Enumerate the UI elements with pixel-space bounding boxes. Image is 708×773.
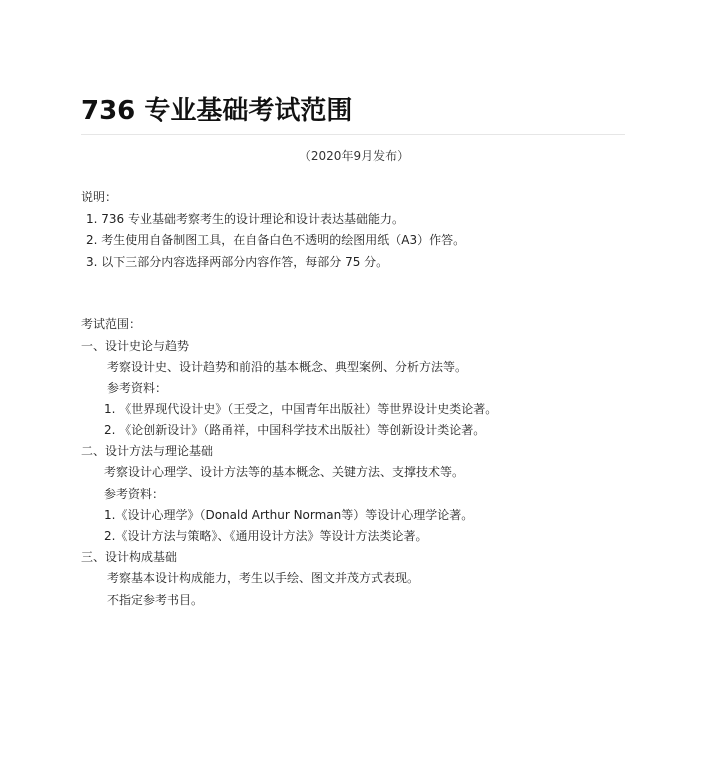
reference-item: 2.《设计方法与策略》、《通用设计方法》等设计方法类论著。 (104, 529, 428, 543)
section-title: 一、设计史论与趋势 (81, 339, 190, 353)
title-divider (81, 134, 625, 135)
section-title: 二、设计方法与理论基础 (81, 444, 214, 458)
note-item: 1. 736 专业基础考察考生的设计理论和设计表达基础能力。 (86, 212, 404, 226)
note-item: 2. 考生使用自备制图工具，在自备白色不透明的绘图用纸（A3）作答。 (86, 233, 466, 247)
note-item: 3. 以下三部分内容选择两部分内容作答，每部分 75 分。 (86, 255, 389, 269)
document-title: 736 专业基础考试范围 (81, 96, 353, 126)
reference-item: 1.《设计心理学》（Donald Arthur Norman等）等设计心理学论著。 (104, 508, 474, 522)
reference-item: 2. 《论创新设计》（路甬祥，中国科学技术出版社）等创新设计类论著。 (104, 423, 486, 437)
notes-heading: 说明： (81, 190, 118, 204)
section-description: 考察设计史、设计趋势和前沿的基本概念、典型案例、分析方法等。 (107, 360, 468, 374)
reference-item: 1. 《世界现代设计史》（王受之，中国青年出版社）等世界设计史类论著。 (104, 402, 498, 416)
section-description: 考察基本设计构成能力，考生以手绘、图文并茂方式表现。 (107, 571, 420, 585)
publish-date: （2020年9月发布） (298, 149, 410, 163)
reference-label: 参考资料： (104, 487, 165, 501)
section-description: 考察设计心理学、设计方法等的基本概念、关键方法、支撑技术等。 (104, 465, 465, 479)
scope-heading: 考试范围： (81, 317, 142, 331)
reference-label: 参考资料： (107, 381, 168, 395)
section-title: 三、设计构成基础 (81, 550, 178, 564)
section-note: 不指定参考书目。 (107, 593, 204, 607)
